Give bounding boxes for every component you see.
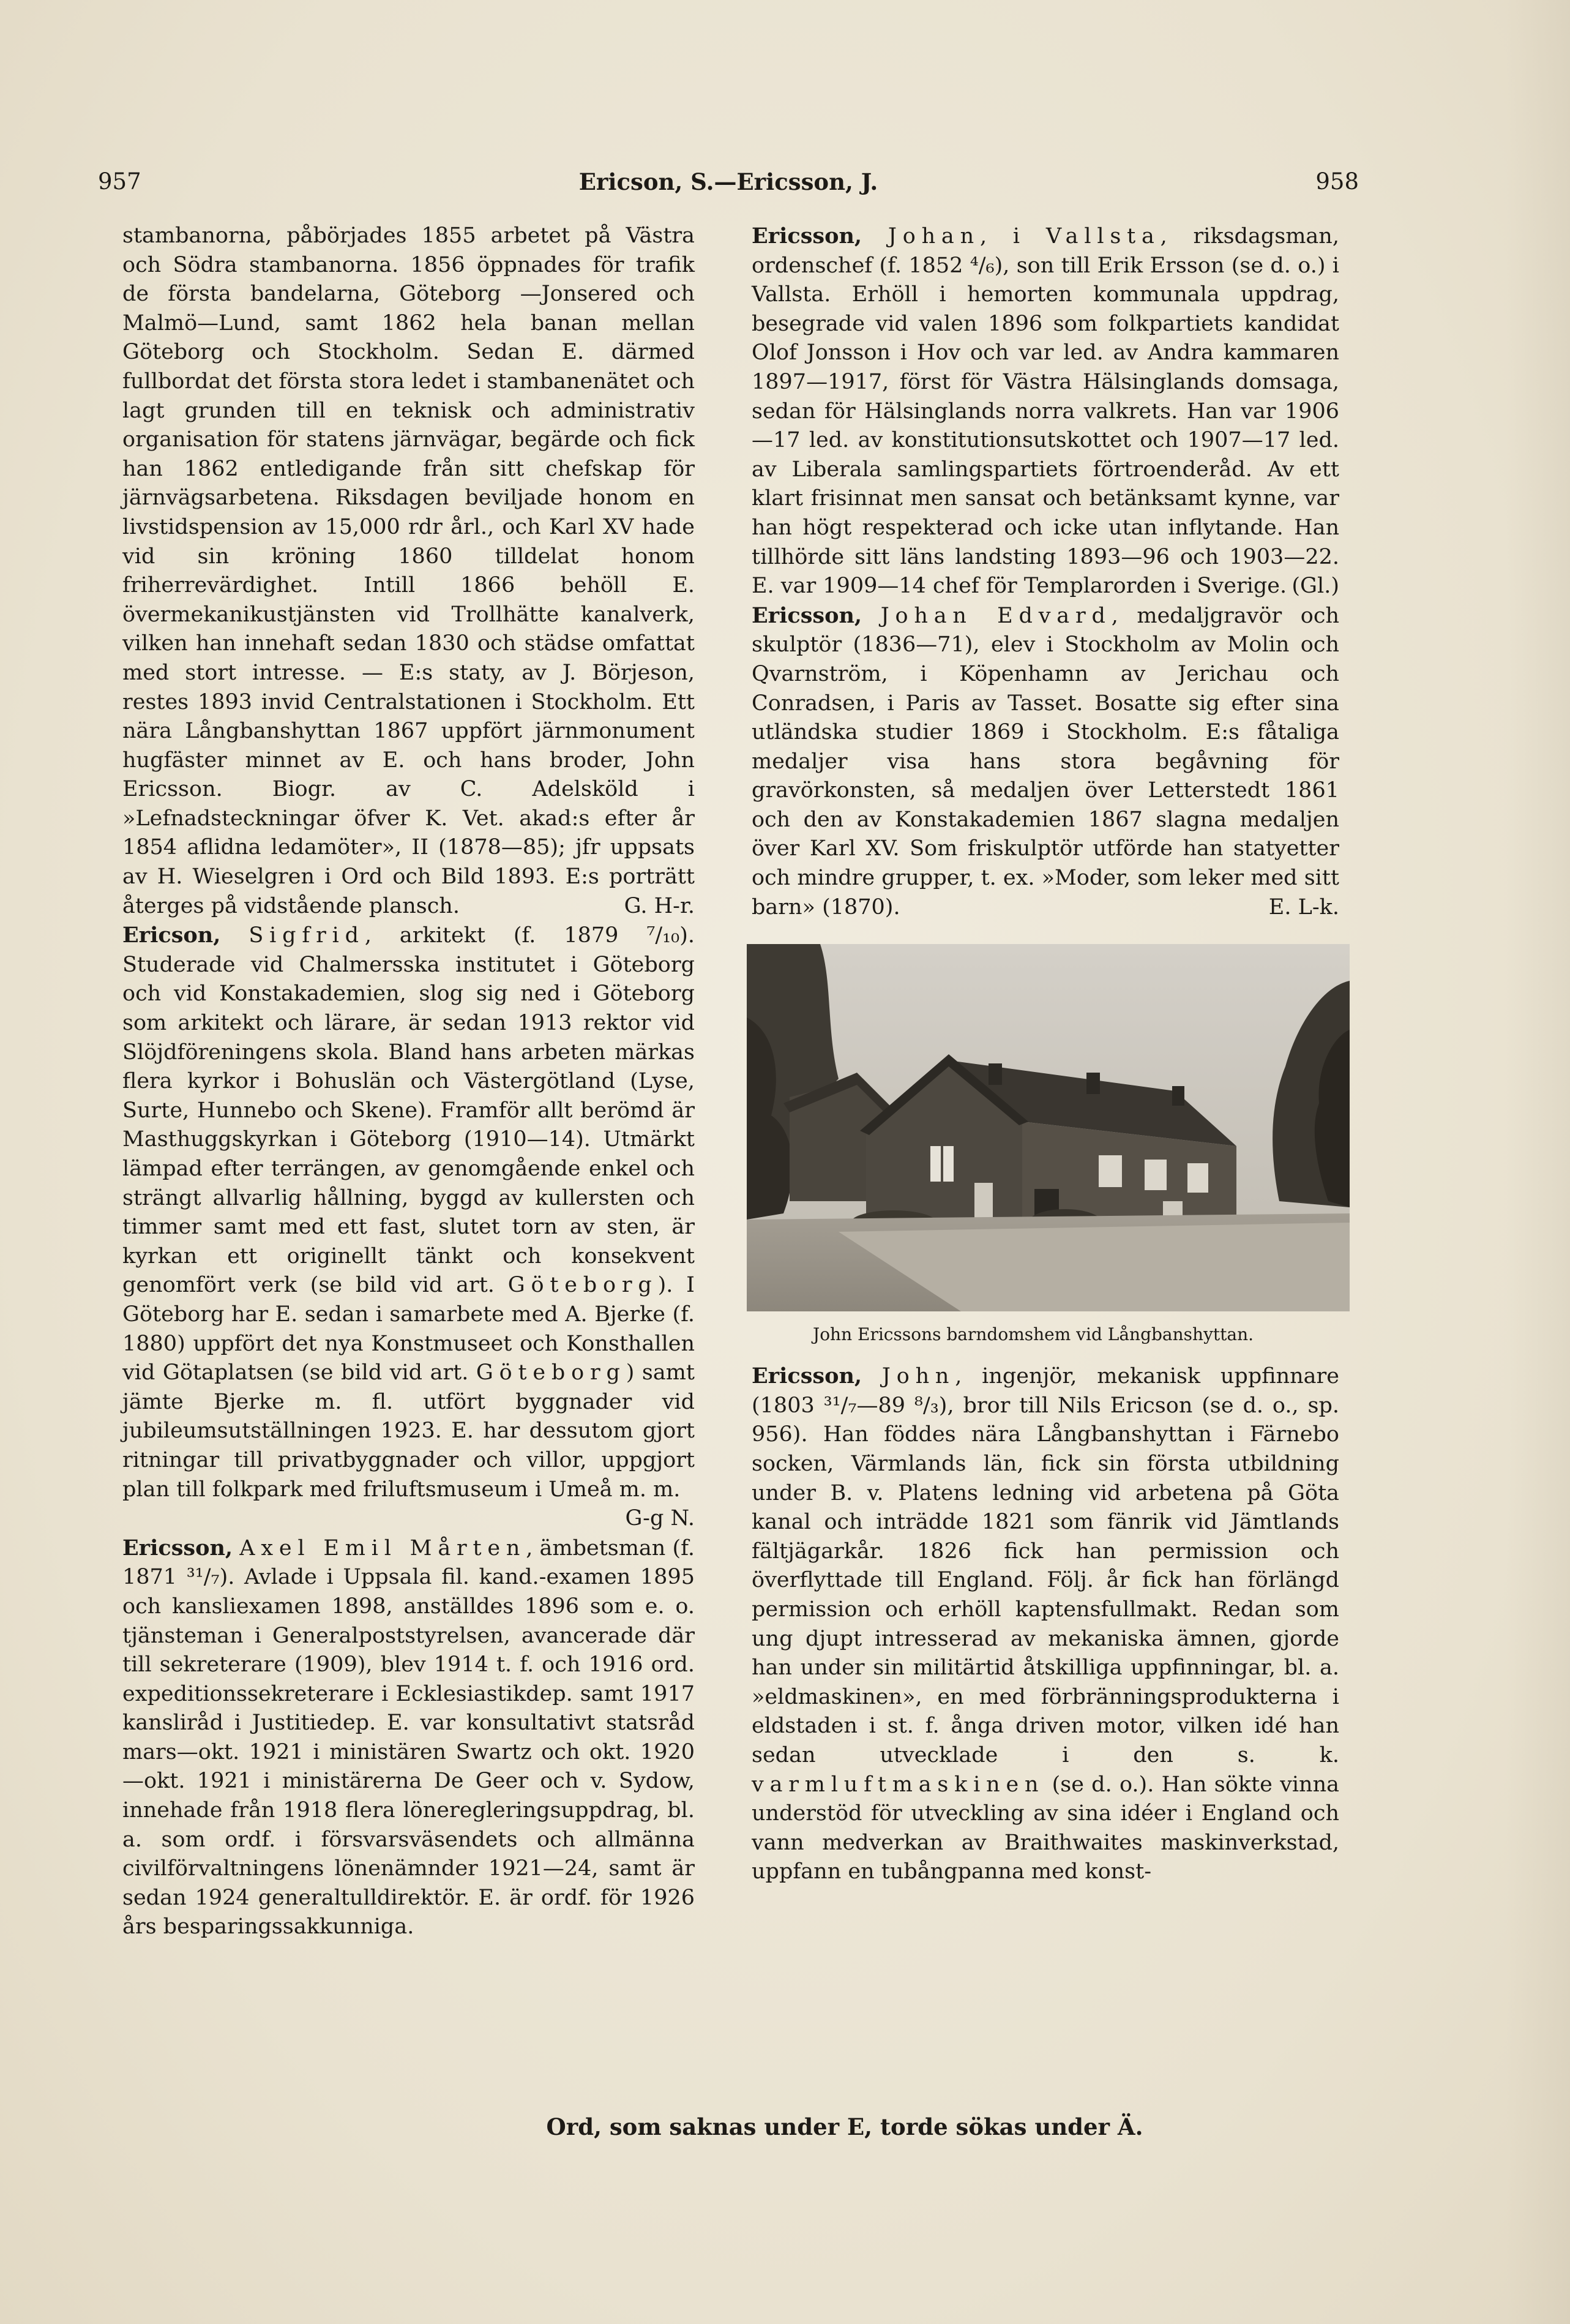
entry-name: Axel Emil Mårten (239, 1535, 526, 1561)
signature: G-g N. (625, 1506, 695, 1531)
entry-ericsson-axel (122, 1534, 695, 1942)
page-edge (1506, 0, 1570, 2324)
page-number-left: 957 (98, 168, 141, 195)
entry-ericson-sigfrid (122, 921, 695, 1531)
entry-headword: Ericsson, (122, 1535, 233, 1561)
photo-caption: John Ericssons barndomshem vid Långbanshyttan. (812, 1324, 1254, 1345)
running-title: Ericson, S.—Ericsson, J. (578, 168, 878, 195)
paragraph-continuation (122, 222, 695, 921)
cross-reference: Göteborg (476, 1360, 626, 1385)
entry-text: (se d. o.). Han sökte vinna understöd för utveckling av sina idéer i England och vann medverkan av Braithwaites maskinverkstad, uppfann en tubångpanna med konst- (752, 1772, 1339, 1884)
entry-text: ) samt jämte Bjerke m. fl. utfört byggnader vid jubileumsutställningen 1923. E. har dessutom gjort ritningar till privatbyggnader och villor, uppgjort plan till folkpark med friluftsmuseum i Umeå m. m. (122, 1360, 695, 1502)
entry-ericsson-john (752, 1362, 1339, 1887)
entry-name: Johan Edvard (880, 603, 1112, 628)
cross-reference: varmluftmaskinen (752, 1772, 1045, 1797)
entry-name: Sigfrid (249, 923, 365, 948)
signature: G. H-r. (624, 893, 695, 918)
entry-headword: Ericson, (122, 923, 221, 948)
right-column (752, 222, 1339, 1887)
entry-text: , ingenjör, mekanisk uppfinnare (1803 ³¹/₇—89 ⁸/₃), bror till Nils Ericson (se d. o., sp. 956). Han föddes nära Långbanshyttan i Färnebo socken, Värmlands län, fick sin första utbildning under B. v. Platens ledning vid arbetena på Göta kanal och inträdde 1821 som fänrik vid Jämtlands fältjägarkår. 1826 fick han permission och överflyttade till England. Följ. år fick han förlängd permission och erhöll kaptensfullmakt. Redan som ung djupt intresserad av mekaniska ämnen, gjorde han under sin militärtid åtskilliga uppfinningar, bl. a. »eldmaskinen», en med förbränningsprodukterna i eldstaden i st. f. ånga driven motor, vilken idé han sedan utvecklade i den s. k. (752, 1364, 1339, 1767)
footer-note: Ord, som saknas under E, torde sökas under Ä. (546, 2113, 1143, 2140)
entry-text: , arkitekt (f. 1879 ⁷/₁₀). Studerade vid Chalmersska institutet i Göteborg och vid Konstakademien, slog sig ned i Göteborg som arkitekt och lärare, är sedan 1913 rektor vid Slöjdföreningens skola. Bland hans arbeten märkas flera kyrkor i Bohuslän och Västergötland (Lyse, Surte, Hunnebo och Skene). Framför allt berömd är Masthuggskyrkan i Göteborg (1910—14). Utmärkt lämpad efter terrängen, av genomgående enkel och strängt allvarlig hållning, byggd av kullersten och timmer samt med ett fast, slutet torn av sten, är kyrkan ett originellt tänkt och konsekvent genomfört verk (se bild vid art. (122, 923, 695, 1298)
signature: E. L-k. (1268, 894, 1339, 920)
paragraph-text: stambanorna, påbörjades 1855 arbetet på Västra och Södra stambanorna. 1856 öppnades för trafik de första bandelarna, Göteborg —Jonsered och Malmö—Lund, samt 1862 hela banan mellan Göteborg och Stockholm. Sedan E. därmed fullbordat det första stora ledet i stambanenätet och lagt grunden till en teknisk och administrativ organisation för statens järnvägar, begärde och fick han 1862 entledigande från sitt chefskap för järnvägsarbetena. Riksdagen beviljade honom en livstidspension av 15,000 rdr årl., och Karl XV hade vid sin kröning 1860 tilldelat honom friherrevärdighet. Intill 1866 behöll E. övermekanikustjänsten vid Trollhätte kanalverk, vilken han innehaft sedan 1830 och städse omfattat med stort intresse. — E:s staty, av J. Börjeson, restes 1893 invid Centralstationen i Stockholm. Ett nära Långbanshyttan 1867 uppfört järnmonument hugfäster minnet av E. och hans broder, John Ericsson. Biogr. av C. Adelsköld i »Lefnadsteckningar öfver K. Vet. akad:s efter år 1854 aflidna ledamöter», II (1878—85); jfr uppsats av H. Wieselgren i Ord och Bild 1893. E:s porträtt återges på vidstående plansch. (122, 223, 695, 918)
entry-name: Johan (888, 224, 980, 249)
cross-reference: Göteborg (507, 1273, 658, 1298)
entry-text: ). I Göteborg har E. sedan i samarbete med A. Bjerke (f. 1880) uppfört det nya Konstmuseet och Konsthallen vid Götaplatsen (se bild vid art. (122, 1273, 695, 1385)
entry-text: , i (979, 224, 1020, 249)
left-column (122, 222, 695, 1942)
entry-text: , riksdagsman, ordenschef (f. 1852 ⁴/₆), son till Erik Ersson (se d. o.) i Vallsta. Erhöll i hemorten kommunala uppdrag, besegrade vid valen 1896 som folkpartiets kandidat Olof Jonsson i Hov och var led. av Andra kammaren 1897—1917, först för Västra Hälsinglands domsaga, sedan för Hälsinglands norra valkrets. Han var 1906—17 led. av konstitutionsutskottet och 1907—17 led. av Liberala samlingspartiets förtroenderåd. Av ett klart frisinnat men sansat och betänksamt kynne, var han högt respekterad och icke utan inflytande. Han tillhörde sitt läns landsting 1893—96 och 1903—22. E. var 1909—14 chef för Templarorden i Sverige. (752, 224, 1339, 599)
entry-headword: Ericsson, (752, 223, 862, 249)
entry-name: John (881, 1364, 955, 1389)
entry-text: , ämbetsman (f. 1871 ³¹/₇). Avlade i Uppsala fil. kand.-examen 1895 och kansliexamen 1898, anställdes 1896 som e. o. tjänsteman i Generalpoststyrelsen, avancerade där till sekreterare (1909), blev 1914 t. f. och 1916 ord. expeditionssekreterare i Ecklesiastikdep. samt 1917 kanslіråd i Justitiedep. E. var konsultativt statsråd mars—okt. 1921 i ministären Swartz och okt. 1920—okt. 1921 i ministärerna De Geer och v. Sydow, innehade från 1918 flera löneregleringsuppdrag, bl. a. som ordf. i försvarsväsendets och allmänna civilförvaltningens lönenämnder 1921—24, samt är sedan 1924 generaltulldirektör. E. är ordf. för 1926 års besparingssakkunniga. (122, 1535, 695, 1940)
signature: (Gl.) (1292, 574, 1339, 599)
house-photo (747, 944, 1350, 1311)
entry-ericsson-johan-edvard (752, 601, 1339, 923)
entry-text: , medaljgravör och skulptör (1836—71), elev i Stockholm av Molin och Qvarnström, i Köpenhamn av Jerichau och Conradsen, i Paris av Tasset. Bosatte sig efter sina utländska studier 1869 i Stockholm. E:s fåtaliga medaljer visa hans stora begåvning för gravörkonsten, så medaljen över Letterstedt 1861 och den av Konstakademien 1867 slagna medaljen över Karl XV. Som friskulptör utförde han statyetter och mindre grupper, t. ex. »Moder, som leker med sitt barn» (1870). (752, 603, 1339, 920)
entry-ericsson-johan (752, 222, 1339, 601)
running-header (98, 168, 1359, 205)
entry-place: Vallsta (1045, 224, 1161, 249)
entry-headword: Ericsson, (752, 602, 862, 628)
photograph-house (747, 944, 1350, 1311)
entry-headword: Ericsson, (752, 1363, 862, 1389)
page-number-right: 958 (1315, 168, 1359, 195)
